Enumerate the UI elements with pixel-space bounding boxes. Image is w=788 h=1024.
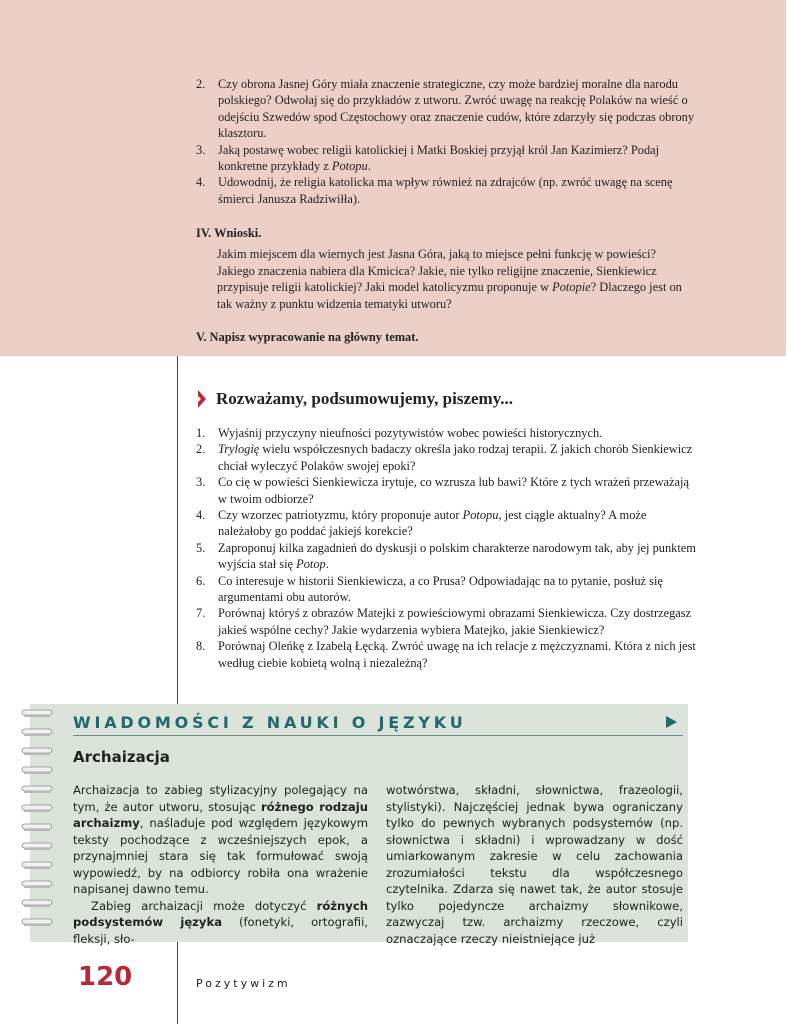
summary-title-text: Rozważamy, podsumowujemy, piszemy... [216, 389, 514, 408]
spiral-ring [22, 729, 52, 736]
question-item [196, 425, 696, 441]
page-number: 120 [78, 962, 133, 992]
summary-section-title [196, 388, 513, 410]
text-run: Co interesuje w historii Sienkiewicza, a co Prusa? Odpowiadając na to pytanie, posłuż się argumentami obu autorów. [218, 573, 663, 605]
question-item [196, 638, 696, 671]
text-run: , jest ciągle aktualny? A może należałoby go poddać jakiejś korekcie? [218, 508, 647, 539]
language-box-header [73, 709, 683, 736]
spiral-ring [22, 881, 52, 888]
triangle-arrow-icon [666, 716, 677, 728]
text-run: Potop [296, 557, 326, 572]
spiral-ring [22, 767, 52, 774]
spiral-ring [22, 919, 52, 926]
language-box-heading: WIADOMOŚCI Z NAUKI O JĘZYKU [73, 712, 467, 732]
spiral-ring [22, 843, 52, 850]
box-column-right [386, 782, 683, 947]
text-run: Potopu [462, 508, 499, 523]
text-run: . [367, 159, 371, 174]
question-item [196, 441, 696, 474]
question-number: 1. [196, 426, 206, 440]
question-item [196, 174, 696, 207]
spiral-ring [22, 710, 52, 717]
spiral-binding-icon [20, 702, 60, 942]
text-run: Trylogię [218, 442, 260, 457]
spiral-ring [22, 862, 52, 869]
spiral-ring [22, 824, 52, 831]
spiral-ring [22, 786, 52, 793]
archaizacja-title: Archaizacja [73, 748, 170, 766]
section-iv-heading: IV. Wnioski. [196, 226, 262, 240]
text-run: Czy wzorzec patriotyzmu, który proponuje autor [218, 508, 463, 523]
text-run: . [325, 557, 329, 572]
text-run: Archaizacja to zabieg stylizacyjny polegający na tym, że autor utworu, stosując [73, 783, 368, 814]
text-run: , naśladuje pod względem językowym teksty pochodzące z wcześniejszych epok, a przynajmniej stara się tak formułować swoją wypowiedź, by na odbiorcy robiła ona wrażenie napisanej dawno temu. [73, 816, 368, 896]
question-item [196, 507, 696, 540]
text-run: (fonetyki, ortografii, fleksji, sło- [73, 915, 369, 946]
section-iv-paragraph [217, 246, 687, 312]
question-number: 3. [196, 142, 206, 157]
text-run: Zabieg archaizacji może dotyczyć [91, 898, 317, 913]
text-run: Udowodnij, że religia katolicka ma wpływ również na zdrajców (np. zwróć uwagę na scenę śmierci Janusza Radziwiłła). [218, 175, 673, 206]
box-paragraph [73, 782, 368, 898]
red-arrow-icon [196, 389, 208, 409]
section-v-heading: V. Napisz wypracowanie na główny temat. [196, 330, 419, 344]
footer-rule [177, 942, 178, 1024]
text-run: Wyjaśnij przyczyny nieufności pozytywistów wobec powieści historycznych. [218, 426, 603, 440]
box-paragraph [386, 782, 683, 947]
question-number: 8. [196, 639, 206, 654]
question-number: 4. [196, 175, 206, 190]
question-number: 3. [196, 475, 206, 490]
text-run: wotwórstwa, składni, słownictwa, frazeologii, stylistyki). Najczęściej jednak bywa ograniczany tylko do pewnych wybranych podsystemów (np. słownictwa i składni) i wprowadzany w dość umiarkowanym zakresie w celu zachowania zrozumiałości tekstu dla współczesnego czytelnika. Zdarza się nawet tak, że autor stosuje tylko pojedyncze archaizmy słownikowe, zazwyczaj tzw. archaizmy rzeczowe, czyli oznaczające rzeczy nieistniejące już [386, 783, 683, 946]
text-run: wielu współczesnych badaczy określa jako rodzaj terapii. Z jakich chorób Sienkiewicz chciał wyleczyć Polaków swojej epoki? [218, 442, 693, 473]
text-run: Czy obrona Jasnej Góry miała znaczenie strategiczne, czy może bardziej moralne dla narodu polskiego? Odwołaj się do przykładów z utworu. Zwróć uwagę na reakcję Polaków na wieść o odejściu Szwedów spod Częstochowy oraz znaczenie cudów, które zdarzyły się podczas obrony klasztoru. [218, 77, 695, 141]
box-column-left [73, 782, 368, 947]
spiral-ring [22, 748, 52, 755]
question-item [196, 573, 696, 606]
text-run: Jakim miejscem dla wiernych jest Jasna Góra, jaką to miejsce pełni funkcję w powieści? Jakiego znaczenia nabiera dla Kmicica? Jakie, nie tylko religijne znaczenie, Sienkiewicz przypisuje religii katolickiej? Jaki model katolicyzmu proponuje w [217, 247, 657, 294]
question-number: 5. [196, 540, 206, 555]
text-run: różnych podsystemów języka [73, 898, 368, 929]
text-run: różnego rodzaju archaizmy [73, 799, 368, 830]
spiral-ring [22, 900, 52, 907]
question-number: 4. [196, 508, 206, 523]
text-run: Jaką postawę wobec religii katolickiej i Matki Boskiej przyjął król Jan Kazimierz? Podaj konkretne przykłady z [218, 142, 660, 174]
text-run: Zaproponuj kilka zagadnień do dyskusji o polskim charakterze narodowym tak, aby jej punktem wyjścia stał się [218, 540, 696, 572]
question-number: 6. [196, 573, 206, 588]
question-item [196, 540, 696, 573]
text-run: ? Dlaczego jest on tak ważny z punktu widzenia tematyki utworu? [217, 280, 682, 311]
spiral-ring [22, 805, 52, 812]
box-paragraph [73, 898, 368, 948]
summary-questions-list [196, 425, 696, 671]
question-number: 2. [196, 442, 206, 457]
question-item [196, 142, 696, 175]
question-number: 2. [196, 77, 206, 91]
text-run: Co cię w powieści Sienkiewicza irytuje, co wzrusza lub bawi? Które z tych wrażeń przeważają w twoim odbiorze? [218, 475, 689, 506]
text-run: Porównaj Oleńkę z Izabelą Łęcką. Zwróć uwagę na ich relacje z mężczyznami. Która z nich jest według ciebie kobietą wolną i niezależną? [218, 639, 696, 670]
question-number: 7. [196, 606, 206, 621]
question-item [196, 474, 696, 507]
text-run: Porównaj któryś z obrazów Matejki z powieściowymi obrazami Sienkiewicza. Czy dostrzegasz jakieś wspólne cechy? Jakie wydarzenia wybiera Matejko, jakie Sienkiewicz? [218, 606, 692, 637]
question-item [196, 76, 696, 142]
question-item [196, 605, 696, 638]
text-run: Potopie [552, 280, 591, 294]
text-run: Potopu [331, 159, 368, 174]
chapter-footer: Pozytywizm [196, 977, 291, 990]
questions-top-list [196, 76, 696, 207]
